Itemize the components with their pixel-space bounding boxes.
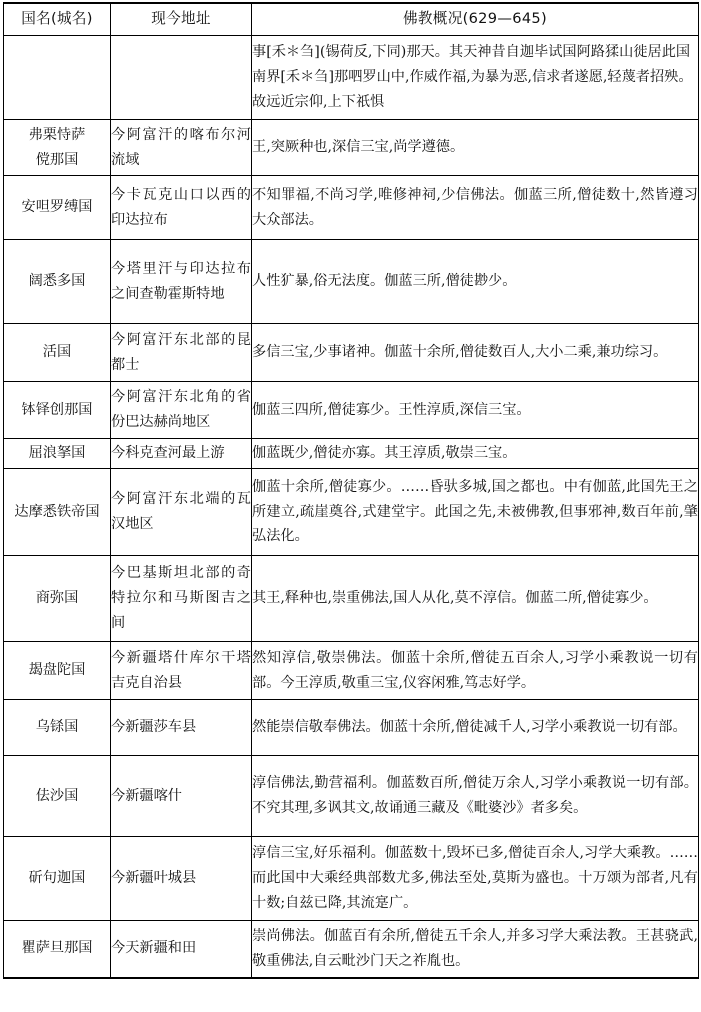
table-row [4, 382, 699, 439]
country-cell: 佉沙国 [4, 756, 111, 837]
location-cell: 今新疆喀什 [111, 756, 252, 837]
location-cell: 今阿富汗东北角的省份巴达赫尚地区 [111, 382, 252, 439]
table-row [4, 469, 699, 556]
header-location: 现今地址 [111, 3, 252, 36]
location-cell: 今阿富汗东北端的瓦汉地区 [111, 469, 252, 556]
country-cell: 钵铎创那国 [4, 382, 111, 439]
location-cell: 今巴基斯坦北部的奇特拉尔和马斯图吉之间 [111, 556, 252, 642]
table-row [4, 921, 699, 978]
table-header [4, 3, 699, 36]
location-cell: 今新疆莎车县 [111, 700, 252, 756]
country-cell [4, 36, 111, 120]
buddhism-overview-table [3, 2, 699, 979]
country-cell: 弗栗恃萨傥那国 [4, 120, 111, 176]
location-cell: 今新疆叶城县 [111, 837, 252, 921]
table-body [4, 36, 699, 978]
header-row [4, 3, 699, 36]
buddhism-cell: 其王,释种也,崇重佛法,国人从化,莫不淳信。伽蓝二所,僧徒寡少。 [252, 556, 699, 642]
location-cell: 今阿富汗的喀布尔河流域 [111, 120, 252, 176]
table-row [4, 324, 699, 382]
country-cell: 活国 [4, 324, 111, 382]
location-cell [111, 36, 252, 120]
location-cell: 今新疆塔什库尔干塔吉克自治县 [111, 642, 252, 700]
country-cell: 乌铩国 [4, 700, 111, 756]
country-cell: 达摩悉铁帝国 [4, 469, 111, 556]
table-row [4, 837, 699, 921]
country-cell: 安呾罗缚国 [4, 176, 111, 240]
buddhism-cell: 然知淳信,敬崇佛法。伽蓝十余所,僧徒五百余人,习学小乘教说一切有部。今王淳质,敬重三宝,仪容闲雅,笃志好学。 [252, 642, 699, 700]
buddhism-cell: 人性犷暴,俗无法度。伽蓝三所,僧徒尠少。 [252, 240, 699, 324]
buddhism-cell: 事[禾＊刍](锡荷反,下同)那天。其天神昔自迦毕试国阿路猱山徙居此国南界[禾＊刍]那呬罗山中,作威作福,为暴为恶,信求者遂愿,轻蔑者招殃。故远近宗仰,上下祇惧 [252, 36, 699, 120]
buddhism-cell: 淳信三宝,好乐福利。伽蓝数十,毁坏已多,僧徒百余人,习学大乘教。……而此国中大乘经典部数尤多,佛法至处,莫斯为盛也。十万颂为部者,凡有十数;自兹已降,其流寔广。 [252, 837, 699, 921]
country-cell: 朅盘陀国 [4, 642, 111, 700]
table-row [4, 240, 699, 324]
buddhism-cell: 王,突厥种也,深信三宝,尚学遵德。 [252, 120, 699, 176]
header-buddhism: 佛教概况(629—645) [252, 3, 699, 36]
location-cell: 今科克查河最上游 [111, 439, 252, 469]
table-row [4, 120, 699, 176]
table-row [4, 556, 699, 642]
country-cell: 阔悉多国 [4, 240, 111, 324]
country-cell: 屈浪拏国 [4, 439, 111, 469]
location-cell: 今天新疆和田 [111, 921, 252, 978]
buddhism-cell: 然能崇信敬奉佛法。伽蓝十余所,僧徒减千人,习学小乘教说一切有部。 [252, 700, 699, 756]
buddhism-cell: 伽蓝十余所,僧徒寡少。……昏驮多城,国之都也。中有伽蓝,此国先王之所建立,疏崖奠谷,式建堂宇。此国之先,未被佛教,但事邪神,数百年前,肇弘法化。 [252, 469, 699, 556]
country-cell: 商弥国 [4, 556, 111, 642]
country-cell: 斫句迦国 [4, 837, 111, 921]
table-row [4, 176, 699, 240]
table-row [4, 700, 699, 756]
buddhism-cell: 崇尚佛法。伽蓝百有余所,僧徒五千余人,并多习学大乘法教。王甚骁武,敬重佛法,自云毗沙门天之祚胤也。 [252, 921, 699, 978]
country-cell: 瞿萨旦那国 [4, 921, 111, 978]
buddhism-cell: 不知罪福,不尚习学,唯修神祠,少信佛法。伽蓝三所,僧徒数十,然皆遵习大众部法。 [252, 176, 699, 240]
buddhism-cell: 伽蓝三四所,僧徒寡少。王性淳质,深信三宝。 [252, 382, 699, 439]
location-cell: 今卡瓦克山口以西的印达拉布 [111, 176, 252, 240]
header-country: 国名(城名) [4, 3, 111, 36]
table-row [4, 642, 699, 700]
buddhism-cell: 伽蓝既少,僧徒亦寡。其王淳质,敬崇三宝。 [252, 439, 699, 469]
table-row [4, 756, 699, 837]
table-row [4, 439, 699, 469]
buddhism-cell: 多信三宝,少事诸神。伽蓝十余所,僧徒数百人,大小二乘,兼功综习。 [252, 324, 699, 382]
buddhism-cell: 淳信佛法,勤营福利。伽蓝数百所,僧徒万余人,习学小乘教说一切有部。不究其理,多讽其文,故诵通三藏及《毗婆沙》者多矣。 [252, 756, 699, 837]
location-cell: 今塔里汗与印达拉布之间查勒霍斯特地 [111, 240, 252, 324]
location-cell: 今阿富汗东北部的昆都士 [111, 324, 252, 382]
table-row [4, 36, 699, 120]
